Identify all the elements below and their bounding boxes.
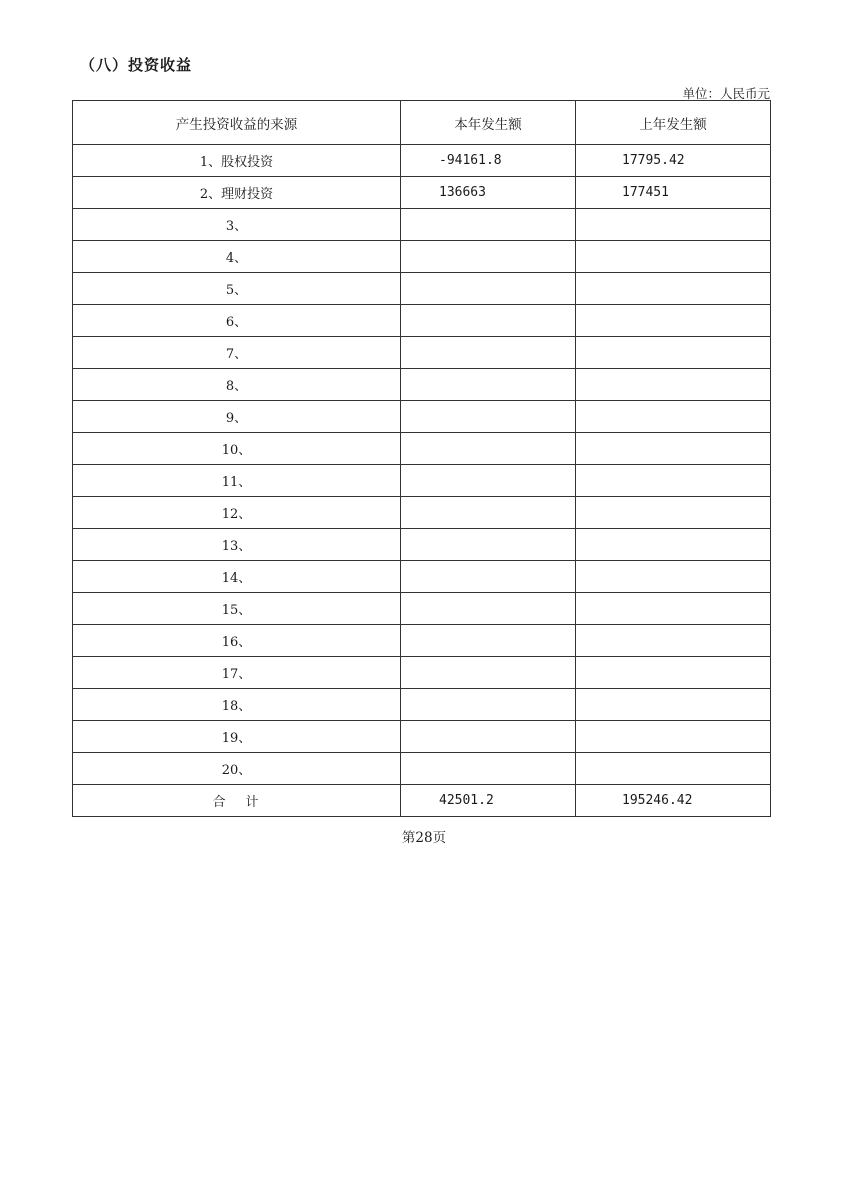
row-current-year-value (401, 273, 576, 305)
header-current-year: 本年发生额 (401, 101, 576, 145)
row-prior-year-value (576, 561, 771, 593)
row-current-year-value (401, 689, 576, 721)
row-source-label: 7、 (73, 337, 401, 369)
row-source-label: 8、 (73, 369, 401, 401)
table-row (73, 209, 771, 241)
unit-label: 单位：人民币元 (682, 86, 770, 101)
row-current-year-value (401, 593, 576, 625)
total-current-year: 42501.2 (401, 785, 576, 817)
row-current-year-value (401, 561, 576, 593)
page-number: 第28页 (401, 830, 447, 846)
row-source-label: 9、 (73, 401, 401, 433)
row-source-label: 15、 (73, 593, 401, 625)
row-prior-year-value (576, 433, 771, 465)
table-row (73, 177, 771, 209)
total-row (73, 785, 771, 817)
row-current-year-value (401, 497, 576, 529)
row-source-label: 16、 (73, 625, 401, 657)
investment-income-table (72, 100, 771, 817)
row-source-label: 11、 (73, 465, 401, 497)
row-prior-year-value (576, 369, 771, 401)
row-source-label: 19、 (73, 721, 401, 753)
row-prior-year-value (576, 209, 771, 241)
row-current-year-value (401, 721, 576, 753)
row-current-year-value: 136663 (401, 177, 576, 209)
row-prior-year-value (576, 305, 771, 337)
row-current-year-value (401, 305, 576, 337)
row-source-label: 20、 (73, 753, 401, 785)
table-row (73, 529, 771, 561)
row-current-year-value (401, 465, 576, 497)
row-current-year-value (401, 625, 576, 657)
table-row (73, 497, 771, 529)
table-body (73, 145, 771, 785)
row-prior-year-value (576, 337, 771, 369)
row-prior-year-value (576, 753, 771, 785)
table-row (73, 401, 771, 433)
table-row (73, 305, 771, 337)
row-current-year-value (401, 209, 576, 241)
row-source-label: 4、 (73, 241, 401, 273)
row-source-label: 1、股权投资 (73, 145, 401, 177)
table-row (73, 241, 771, 273)
row-current-year-value (401, 529, 576, 561)
row-source-label: 2、理财投资 (73, 177, 401, 209)
total-prior-year: 195246.42 (576, 785, 771, 817)
row-prior-year-value (576, 401, 771, 433)
row-current-year-value (401, 337, 576, 369)
row-current-year-value (401, 401, 576, 433)
total-label: 合计 (73, 785, 401, 817)
row-current-year-value (401, 753, 576, 785)
row-source-label: 10、 (73, 433, 401, 465)
row-prior-year-value (576, 497, 771, 529)
row-prior-year-value (576, 593, 771, 625)
section-title: （八）投资收益 (80, 56, 193, 74)
row-source-label: 18、 (73, 689, 401, 721)
row-current-year-value (401, 241, 576, 273)
table-row (73, 337, 771, 369)
row-source-label: 17、 (73, 657, 401, 689)
table-header-row (73, 101, 771, 145)
row-source-label: 14、 (73, 561, 401, 593)
row-source-label: 12、 (73, 497, 401, 529)
row-prior-year-value (576, 689, 771, 721)
table-row (73, 145, 771, 177)
row-prior-year-value (576, 657, 771, 689)
table-row (73, 465, 771, 497)
table-row (73, 593, 771, 625)
table-row (73, 753, 771, 785)
row-source-label: 6、 (73, 305, 401, 337)
row-current-year-value (401, 657, 576, 689)
row-source-label: 3、 (73, 209, 401, 241)
row-current-year-value (401, 369, 576, 401)
table-row (73, 721, 771, 753)
table-row (73, 273, 771, 305)
row-current-year-value (401, 433, 576, 465)
table-row (73, 625, 771, 657)
table-row (73, 689, 771, 721)
row-current-year-value: -94161.8 (401, 145, 576, 177)
header-prior-year: 上年发生额 (576, 101, 771, 145)
row-prior-year-value: 17795.42 (576, 145, 771, 177)
table-row (73, 561, 771, 593)
row-prior-year-value (576, 721, 771, 753)
row-prior-year-value: 177451 (576, 177, 771, 209)
header-source: 产生投资收益的来源 (73, 101, 401, 145)
row-source-label: 5、 (73, 273, 401, 305)
table-row (73, 433, 771, 465)
row-source-label: 13、 (73, 529, 401, 561)
row-prior-year-value (576, 625, 771, 657)
row-prior-year-value (576, 273, 771, 305)
row-prior-year-value (576, 241, 771, 273)
row-prior-year-value (576, 529, 771, 561)
table-row (73, 369, 771, 401)
row-prior-year-value (576, 465, 771, 497)
table-row (73, 657, 771, 689)
